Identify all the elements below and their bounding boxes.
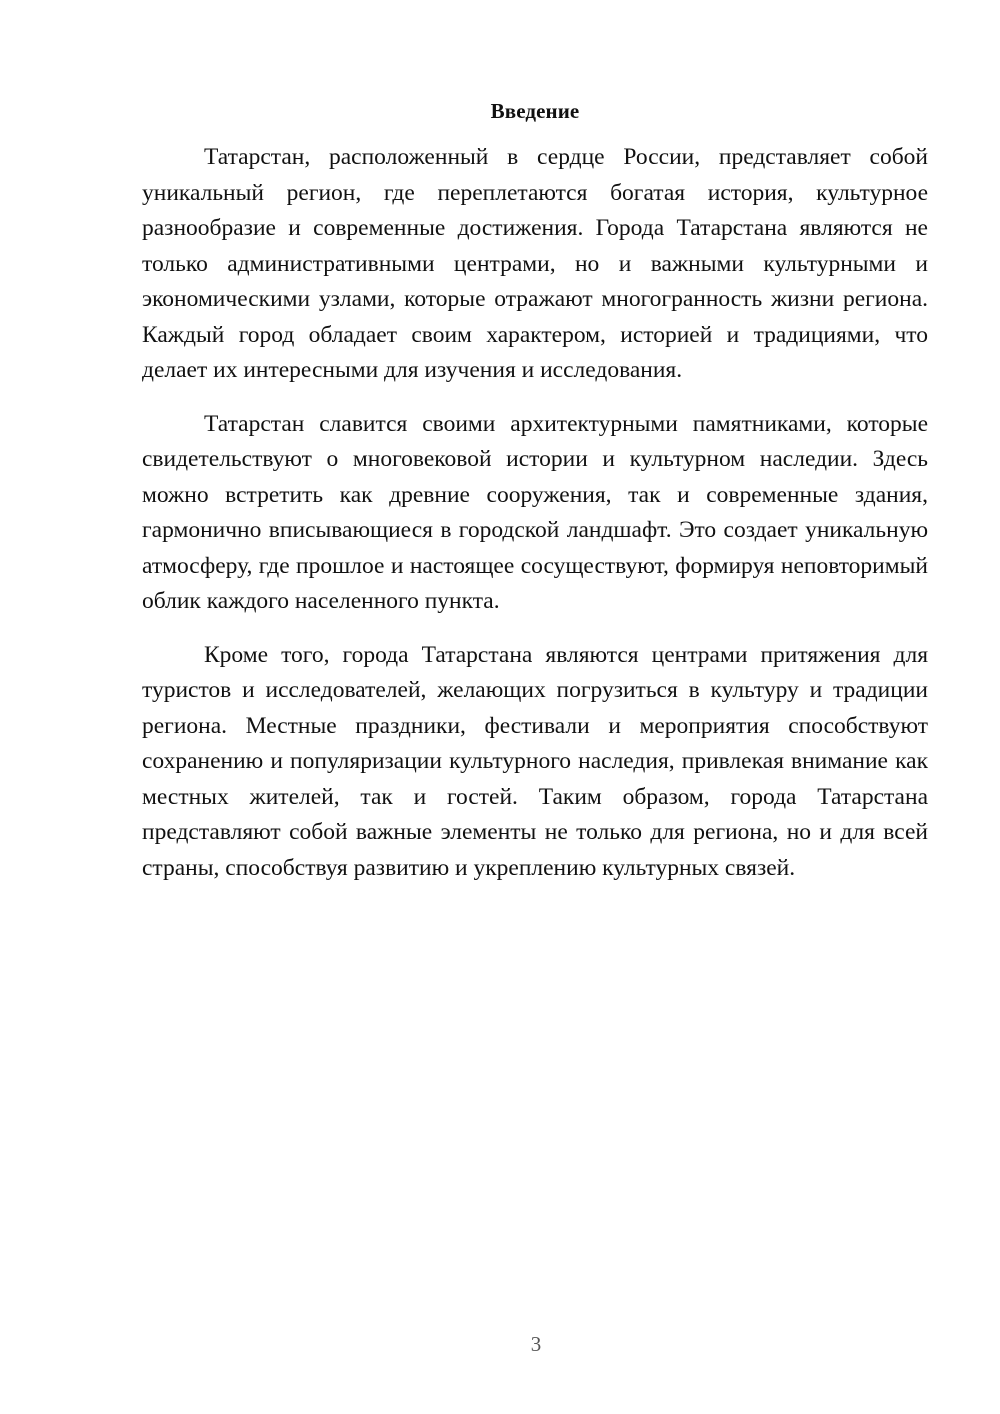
- paragraph-3: Кроме того, города Татарстана являются центрами притяжения для туристов и исследователей, желающих погрузиться в культуру и традиции региона. Местные праздники, фестивали и мероприятия способствуют сохранению и популяризации культурного наследия, привлекая внимание как местных жителей, так и гостей. Таким образом, города Татарстана представляют собой важные элементы не только для региона, но и для всей страны, способствуя развитию и укреплению культурных связей.: [142, 641, 928, 881]
- page-number: 3: [530, 1332, 542, 1356]
- paragraph-1: Татарстан, расположенный в сердце России, представляет собой уникальный регион, где переплетаются богатая история, культурное разнообразие и современные достижения. Города Татарстана являются не только административными центрами, но и важными культурными и экономическими узлами, которые отражают многогранность жизни региона. Каждый город обладает своим характером, историей и традициями, что делает их интересными для изучения и исследования.: [142, 144, 928, 383]
- section-title: Введение: [490, 99, 580, 123]
- paragraph-2: Татарстан славится своими архитектурными памятниками, которые свидетельствуют о многовековой истории и культурном наследии. Здесь можно встретить как древние сооружения, так и современные здания, гармонично вписывающиеся в городской ландшафт. Это создает уникальную атмосферу, где прошлое и настоящее сосуществуют, формируя неповторимый облик каждого населенного пункта.: [142, 410, 928, 614]
- page-content: [142, 94, 928, 904]
